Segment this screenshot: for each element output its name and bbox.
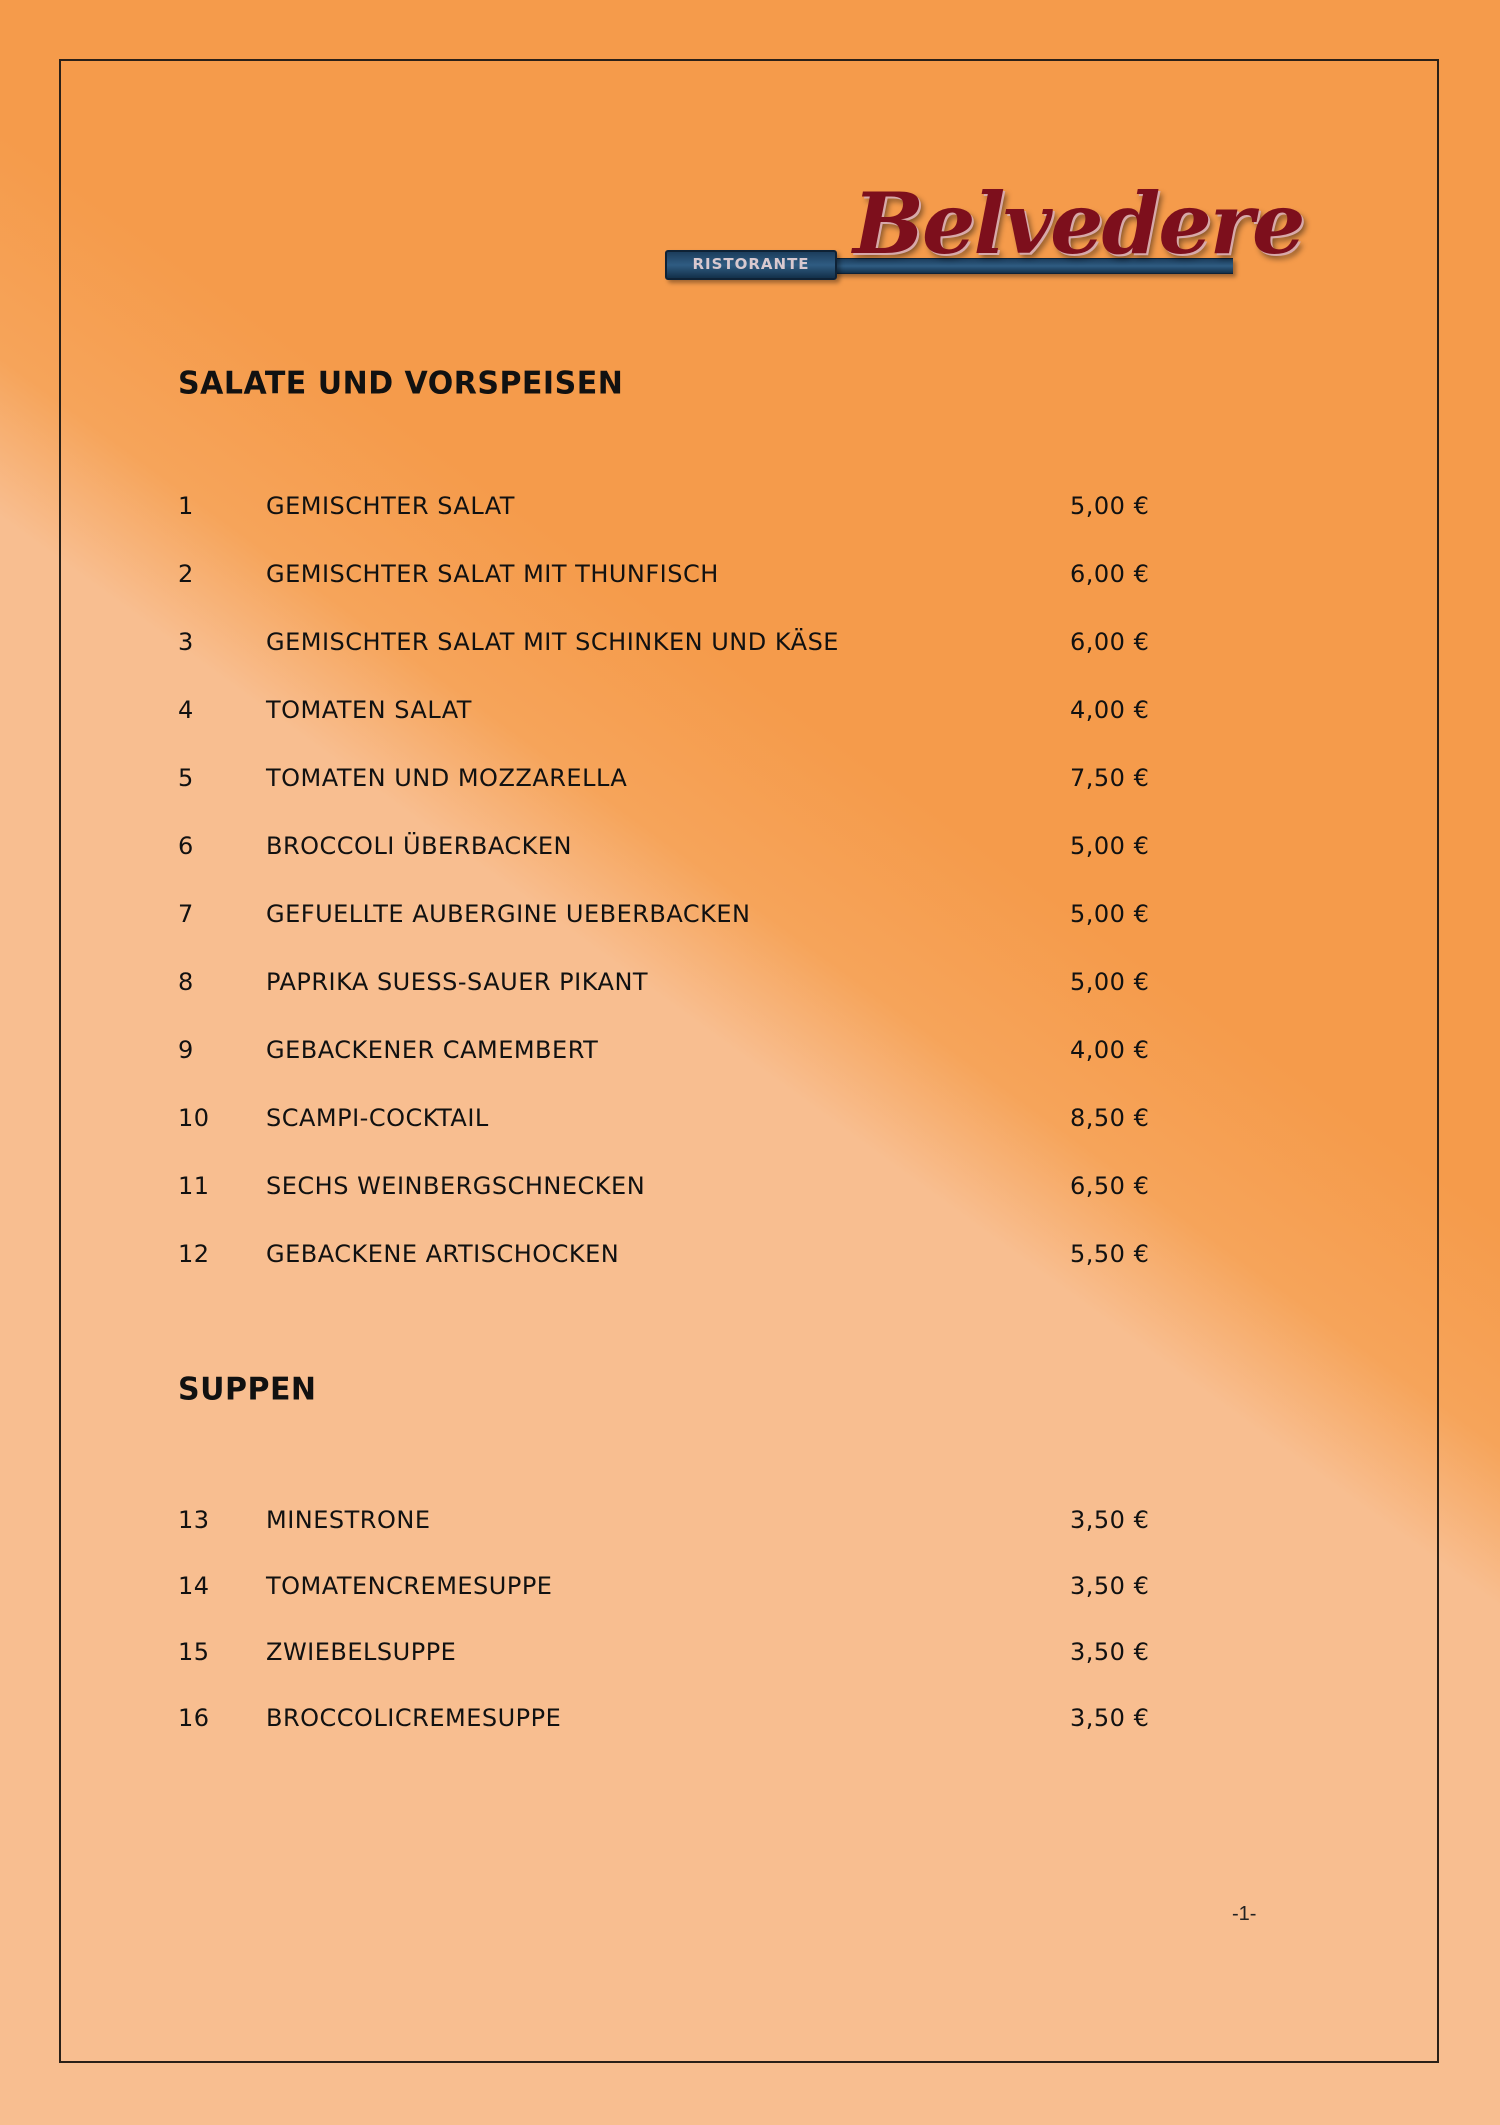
item-price: 5,00 € — [1070, 968, 1150, 996]
item-number: 11 — [178, 1172, 210, 1200]
menu-item — [178, 1506, 1178, 1546]
menu-item — [178, 696, 1178, 736]
item-price: 6,00 € — [1070, 628, 1150, 656]
item-number: 1 — [178, 492, 194, 520]
menu-item — [178, 900, 1178, 940]
item-price: 3,50 € — [1070, 1704, 1150, 1732]
menu-item — [178, 1240, 1178, 1280]
item-price: 5,00 € — [1070, 832, 1150, 860]
item-number: 9 — [178, 1036, 194, 1064]
menu-item — [178, 492, 1178, 532]
item-price: 3,50 € — [1070, 1572, 1150, 1600]
item-number: 3 — [178, 628, 194, 656]
item-price: 5,00 € — [1070, 900, 1150, 928]
menu-item — [178, 1572, 1178, 1612]
menu-item — [178, 1172, 1178, 1212]
logo-script-name: Belvedere — [853, 174, 1304, 273]
item-price: 3,50 € — [1070, 1506, 1150, 1534]
item-price: 8,50 € — [1070, 1104, 1150, 1132]
menu-item — [178, 560, 1178, 600]
menu-item — [178, 764, 1178, 804]
item-number: 14 — [178, 1572, 210, 1600]
menu-item — [178, 628, 1178, 668]
item-number: 6 — [178, 832, 194, 860]
item-name: ZWIEBELSUPPE — [266, 1638, 457, 1666]
item-number: 10 — [178, 1104, 210, 1132]
item-name: GEMISCHTER SALAT MIT SCHINKEN UND KÄSE — [266, 628, 839, 656]
item-name: PAPRIKA SUESS-SAUER PIKANT — [266, 968, 649, 996]
section-heading-suppen: SUPPEN — [178, 1371, 317, 1408]
item-price: 6,00 € — [1070, 560, 1150, 588]
item-number: 4 — [178, 696, 194, 724]
item-name: GEMISCHTER SALAT MIT THUNFISCH — [266, 560, 719, 588]
menu-item — [178, 832, 1178, 872]
item-name: GEBACKENE ARTISCHOCKEN — [266, 1240, 620, 1268]
logo-badge — [665, 250, 837, 280]
item-price: 4,00 € — [1070, 696, 1150, 724]
item-name: SECHS WEINBERGSCHNECKEN — [266, 1172, 646, 1200]
item-name: TOMATEN SALAT — [266, 696, 472, 724]
item-number: 12 — [178, 1240, 210, 1268]
item-number: 5 — [178, 764, 194, 792]
item-name: GEBACKENER CAMEMBERT — [266, 1036, 599, 1064]
menu-item — [178, 1036, 1178, 1076]
item-price: 5,00 € — [1070, 492, 1150, 520]
item-name: BROCCOLICREMESUPPE — [266, 1704, 562, 1732]
item-name: TOMATEN UND MOZZARELLA — [266, 764, 628, 792]
menu-item — [178, 1638, 1178, 1678]
menu-item — [178, 968, 1178, 1008]
section-heading-salate: SALATE UND VORSPEISEN — [178, 365, 624, 402]
logo-badge-text: RISTORANTE — [692, 255, 810, 273]
item-number: 7 — [178, 900, 194, 928]
item-price: 5,50 € — [1070, 1240, 1150, 1268]
item-number: 13 — [178, 1506, 210, 1534]
item-price: 6,50 € — [1070, 1172, 1150, 1200]
item-number: 16 — [178, 1704, 210, 1732]
menu-item — [178, 1104, 1178, 1144]
item-number: 8 — [178, 968, 194, 996]
item-name: SCAMPI-COCKTAIL — [266, 1104, 489, 1132]
restaurant-logo — [665, 174, 1304, 300]
item-number: 2 — [178, 560, 194, 588]
item-name: TOMATENCREMESUPPE — [266, 1572, 553, 1600]
item-name: GEMISCHTER SALAT — [266, 492, 515, 520]
item-number: 15 — [178, 1638, 210, 1666]
item-price: 7,50 € — [1070, 764, 1150, 792]
page-number: -1- — [1232, 1903, 1257, 1925]
menu-item — [178, 1704, 1178, 1744]
item-price: 3,50 € — [1070, 1638, 1150, 1666]
item-price: 4,00 € — [1070, 1036, 1150, 1064]
item-name: GEFUELLTE AUBERGINE UEBERBACKEN — [266, 900, 751, 928]
item-name: BROCCOLI ÜBERBACKEN — [266, 832, 572, 860]
item-name: MINESTRONE — [266, 1506, 431, 1534]
